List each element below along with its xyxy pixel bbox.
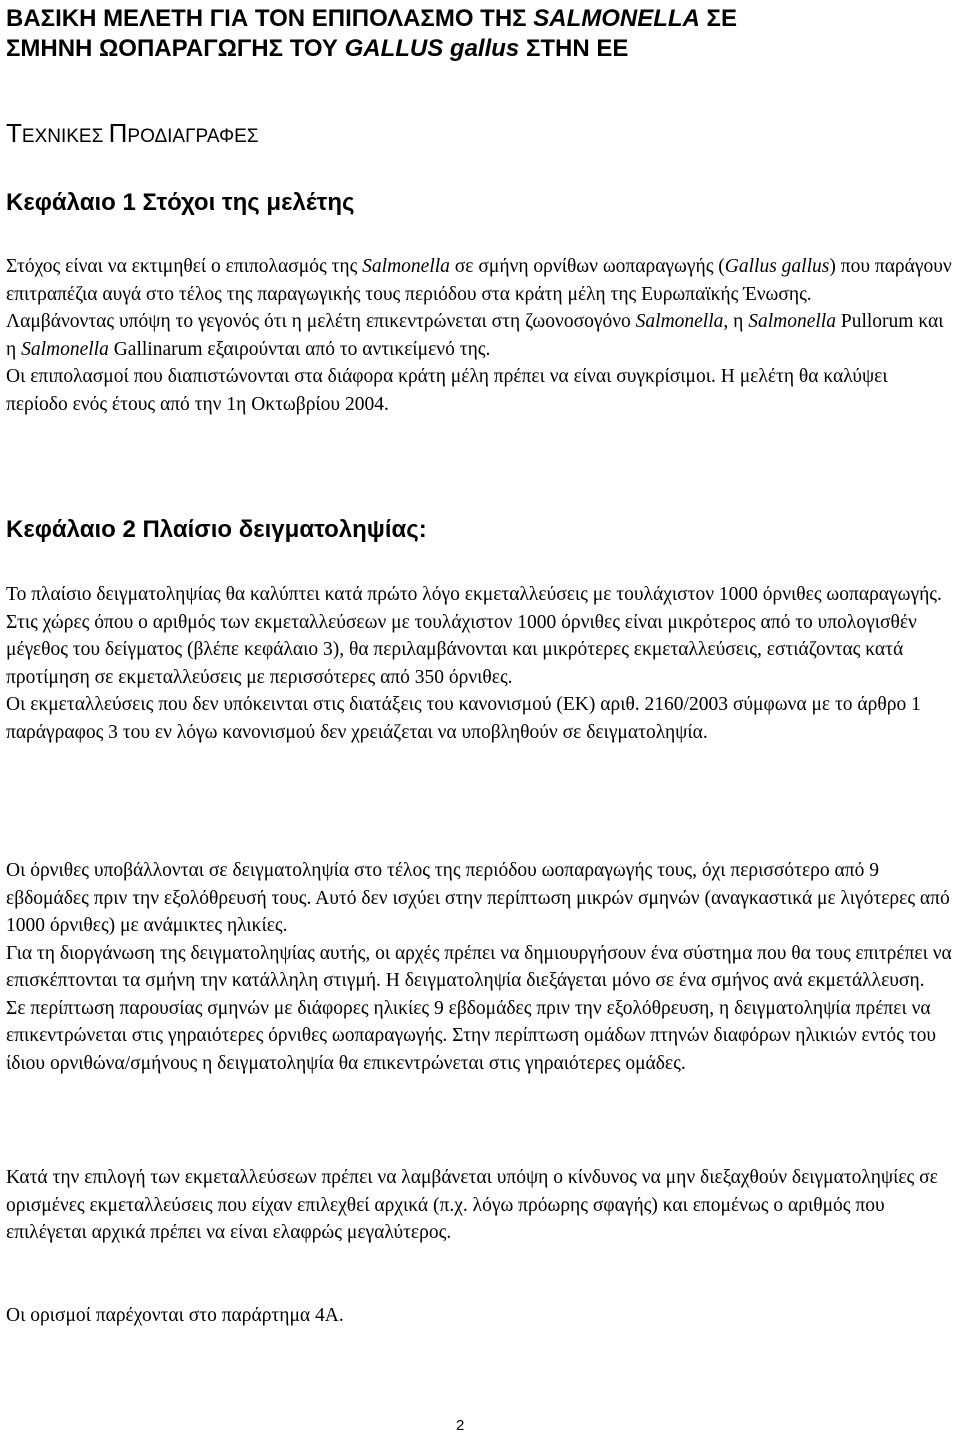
chapter2-body-a [6,581,954,746]
tech-spec-cap-2: Π [108,118,128,148]
text-run: , η [723,311,749,332]
text-run: Pullorum και η [6,311,944,360]
title-line2-text: ΣΜΗΝΗ ΩΟΠΑΡΑΓΩΓΗΣ ΤΟΥ [6,35,345,62]
chapter1-heading: Κεφάλαιο 1 Στόχοι της μελέτης [6,189,355,216]
text-run: ) που παράγουν επιτραπέζια αυγά στο τέλος της παραγωγικής τους περιόδου στα κράτη μέλη της Ευρωπαϊκής Ένωσης. [6,256,952,305]
document-page [6,0,956,1434]
title-line1-italic: SALMONELLA [533,5,700,32]
italic-term: Salmonella [635,311,724,332]
document-title [6,4,956,64]
italic-term: Gallus gallus [724,256,830,277]
text-run: σε σμήνη ορνίθων ωοπαραγωγής ( [449,256,725,277]
chapter2-body-b [6,857,954,1077]
chapter2-paragraph: Σε περίπτωση παρουσίας σμηνών με διάφορες ηλικίες 9 εβδομάδες πριν την εξολόθρευση, η δειγματοληψία πρέπει να επικεντρώνεται στις γηραιότερες όρνιθες ωοπαραγωγής. Στην περίπτωση ομάδων πτηνών διαφόρων ηλικιών εντός του ίδιου ορνιθώνα/σμήνους η δειγματοληψία θα επικεντρώνεται στις γηραιότερες ομάδες. [6,997,936,1074]
italic-term: Salmonella [21,338,109,360]
chapter1-paragraph-3: Οι επιπολασμοί που διαπιστώνονται στα διάφορα κράτη μέλη πρέπει να είναι συγκρίσιμοι. Η μελέτη θα καλύψει περίοδο ενός έτους από την 1η Οκτωβρίου 2004. [6,366,888,415]
tech-spec-cap-1: Τ [6,118,22,148]
title-line1-end: ΣΕ [699,5,737,32]
text-run: Στόχος είναι να εκτιμηθεί ο επιπολασμός της [6,256,363,277]
text-run: Gallinarum εξαιρούνται από το αντικείμενό της. [108,338,491,360]
chapter1-body [6,253,954,418]
tech-spec-rest-2: ΡΟΔΙΑΓΡΑΦΕΣ [127,126,259,147]
chapter2-paragraph: Στις χώρες όπου ο αριθμός των εκμεταλλεύσεων με τουλάχιστον 1000 όρνιθες είναι μικρότερος από το υπολογισθέν μέγεθος του δείγματος (βλέπε κεφάλαιο 3), θα περιλαμβάνονται και μικρότερες εκμεταλλεύσεις, εστιάζοντας κατά προτίμηση σε εκμεταλλεύσεις με περισσότερες από 350 όρνιθες. [6,611,917,688]
chapter1-paragraph-2 [6,308,954,363]
chapter2-paragraph: Οι ορισμοί παρέχονται στο παράρτημα 4Α. [6,1305,344,1326]
technical-specs-heading [6,118,259,152]
italic-term: Salmonella [748,311,836,332]
chapter2-paragraph: Για τη διοργάνωση της δειγματοληψίας αυτής, οι αρχές πρέπει να δημιουργήσουν ένα σύστημα που θα τους επιτρέπει να επισκέπτονται τα σμήνη την κατάλληλη στιγμή. Η δειγματοληψία διεξάγεται μόνο σε ένα σμήνος ανά εκμετάλλευση. [6,942,952,991]
title-line2-italic: GALLUS gallus [344,35,520,62]
text-run: Λαμβάνοντας υπόψη το γεγονός ότι η μελέτη επικεντρώνεται στη ζωονοσογόνο [6,311,636,332]
chapter2-heading: Κεφάλαιο 2 Πλαίσιο δειγματοληψίας: [6,516,427,543]
chapter2-body-d [6,1302,954,1330]
tech-spec-rest-1: ΕΧΝΙΚΕΣ [21,126,109,147]
chapter2-paragraph: Το πλαίσιο δειγματοληψίας θα καλύπτει κατά πρώτο λόγο εκμεταλλεύσεις με τουλάχιστον 1000 όρνιθες ωοπαραγωγής. [6,584,942,605]
page-number: 2 [456,1417,465,1434]
chapter2-paragraph: Κατά την επιλογή των εκμεταλλεύσεων πρέπει να λαμβάνεται υπόψη ο κίνδυνος να μην διεξαχθούν δειγματοληψίες σε ορισμένες εκμεταλλεύσεις που είχαν επιλεχθεί αρχικά (π.χ. λόγω πρόωρης σφαγής) και επομένως ο αριθμός που επιλέγεται αρχικά πρέπει να είναι ελαφρώς μεγαλύτερος. [6,1167,938,1243]
title-line1-text: ΒΑΣΙΚΗ ΜΕΛΕΤΗ ΓΙΑ ΤΟΝ ΕΠΙΠΟΛΑΣΜΟ ΤΗΣ [6,5,534,32]
chapter2-paragraph: Οι όρνιθες υποβάλλονται σε δειγματοληψία στο τέλος της περιόδου ωοπαραγωγής τους, όχι περισσότερο από 9 εβδομάδες πριν την εξολόθρευσή τους. Αυτό δεν ισχύει στην περίπτωση μικρών σμηνών (αναγκαστικά με λιγότερες από 1000 όρνιθες) με ανάμικτες ηλικίες. [6,860,950,936]
title-line2-end: ΣΤΗΝ ΕΕ [519,35,629,62]
chapter1-paragraph-1 [6,253,954,308]
italic-term: Salmonella [362,256,450,277]
chapter2-body-c [6,1164,954,1247]
chapter2-paragraph: Οι εκμεταλλεύσεις που δεν υπόκεινται στις διατάξεις του κανονισμού (ΕΚ) αριθ. 2160/2003 σύμφωνα με το άρθρο 1 παράγραφος 3 του εν λόγω κανονισμού δεν χρειάζεται να υποβληθούν σε δειγματοληψία. [6,694,921,743]
